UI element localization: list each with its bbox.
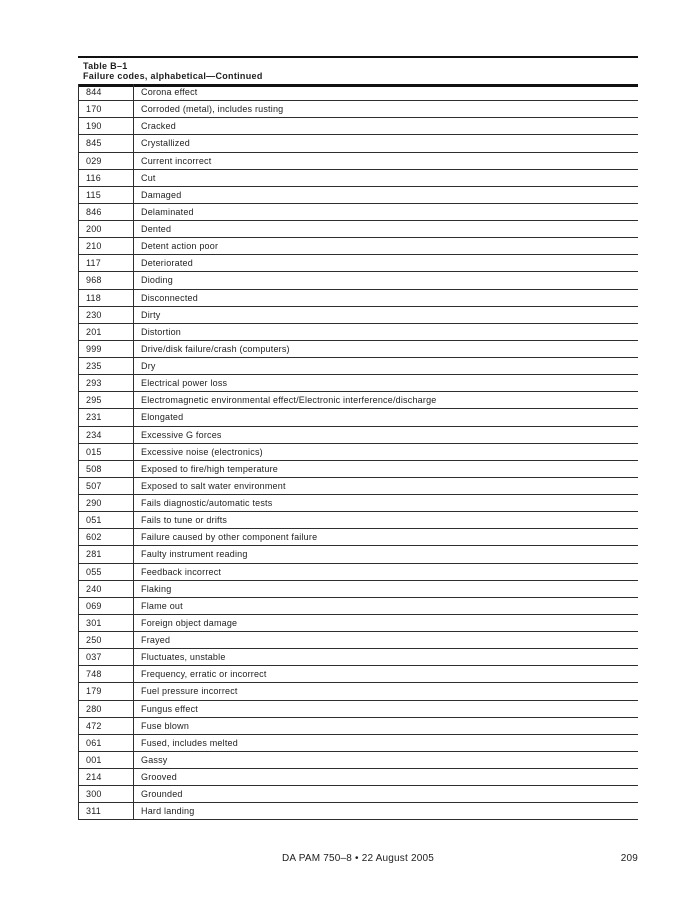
row-description: Dioding	[141, 275, 173, 286]
row-code: 301	[79, 615, 134, 631]
row-description: Fuel pressure incorrect	[141, 686, 238, 697]
row-code: 117	[79, 255, 134, 271]
table-row	[78, 615, 638, 632]
row-code: 472	[79, 718, 134, 734]
table-row	[78, 255, 638, 272]
failure-codes-table	[78, 84, 638, 820]
table-row	[78, 392, 638, 409]
row-description: Damaged	[141, 189, 182, 200]
row-description: Gassy	[141, 754, 168, 765]
table-row	[78, 427, 638, 444]
table-row	[78, 84, 638, 101]
table-row	[78, 358, 638, 375]
row-code: 968	[79, 272, 134, 288]
row-code: 845	[79, 135, 134, 151]
table-row	[78, 118, 638, 135]
table-row	[78, 153, 638, 170]
row-description: Cut	[141, 172, 156, 183]
table-row	[78, 735, 638, 752]
row-description: Cracked	[141, 121, 176, 132]
table-row	[78, 341, 638, 358]
table-row	[78, 683, 638, 700]
table-row	[78, 409, 638, 426]
row-code: 200	[79, 221, 134, 237]
row-description: Dry	[141, 361, 156, 372]
row-description: Electrical power loss	[141, 378, 228, 389]
row-description: Feedback incorrect	[141, 566, 222, 577]
row-description: Flaking	[141, 583, 172, 594]
table-row	[78, 461, 638, 478]
row-description: Drive/disk failure/crash (computers)	[141, 343, 290, 354]
row-code: 844	[79, 84, 134, 100]
row-code: 602	[79, 529, 134, 545]
row-code: 037	[79, 649, 134, 665]
row-code: 280	[79, 701, 134, 717]
row-description: Corroded (metal), includes rusting	[141, 104, 284, 115]
row-code: 311	[79, 803, 134, 819]
table-row	[78, 598, 638, 615]
row-description: Distortion	[141, 326, 182, 337]
row-code: 300	[79, 786, 134, 802]
row-code: 250	[79, 632, 134, 648]
table-row	[78, 666, 638, 683]
row-code: 029	[79, 153, 134, 169]
row-description: Foreign object damage	[141, 617, 238, 628]
row-code: 508	[79, 461, 134, 477]
row-description: Failure caused by other component failure	[141, 532, 318, 543]
row-code: 051	[79, 512, 134, 528]
table-row	[78, 187, 638, 204]
row-description: Disconnected	[141, 292, 198, 303]
row-description: Frequency, erratic or incorrect	[141, 669, 267, 680]
table-row	[78, 632, 638, 649]
row-code: 290	[79, 495, 134, 511]
row-code: 281	[79, 546, 134, 562]
table-row	[78, 546, 638, 563]
table-row	[78, 581, 638, 598]
table-row	[78, 786, 638, 803]
row-description: Excessive noise (electronics)	[141, 446, 263, 457]
row-description: Faulty instrument reading	[141, 549, 248, 560]
row-code: 170	[79, 101, 134, 117]
table-row	[78, 444, 638, 461]
footer-publication: DA PAM 750–8 • 22 August 2005	[282, 853, 434, 864]
row-code: 214	[79, 769, 134, 785]
row-code: 507	[79, 478, 134, 494]
row-code: 201	[79, 324, 134, 340]
row-description: Excessive G forces	[141, 429, 222, 440]
page-number: 209	[620, 853, 638, 864]
row-description: Fails to tune or drifts	[141, 515, 228, 526]
row-description: Fungus effect	[141, 703, 198, 714]
table-row	[78, 649, 638, 666]
table-row	[78, 718, 638, 735]
row-code: 240	[79, 581, 134, 597]
table-title-block	[78, 56, 638, 87]
table-number: Table B–1	[83, 61, 128, 71]
row-code: 235	[79, 358, 134, 374]
row-description: Fuse blown	[141, 720, 190, 731]
table-row	[78, 564, 638, 581]
table-row	[78, 272, 638, 289]
table-row	[78, 769, 638, 786]
page-footer	[78, 852, 638, 868]
row-code: 116	[79, 170, 134, 186]
row-description: Dented	[141, 224, 172, 235]
row-description: Elongated	[141, 412, 184, 423]
row-description: Fused, includes melted	[141, 737, 238, 748]
table-row	[78, 101, 638, 118]
table-row	[78, 204, 638, 221]
row-description: Grounded	[141, 789, 183, 800]
table-row	[78, 495, 638, 512]
row-description: Deteriorated	[141, 258, 193, 269]
row-description: Electromagnetic environmental effect/Electronic interference/discharge	[141, 395, 437, 406]
table-caption: Failure codes, alphabetical—Continued	[83, 71, 263, 81]
row-description: Crystallized	[141, 138, 190, 149]
row-code: 293	[79, 375, 134, 391]
table-row	[78, 478, 638, 495]
table-row	[78, 307, 638, 324]
table-row	[78, 512, 638, 529]
table-row	[78, 701, 638, 718]
row-code: 061	[79, 735, 134, 751]
row-description: Delaminated	[141, 206, 194, 217]
table-row	[78, 135, 638, 152]
row-code: 846	[79, 204, 134, 220]
row-code: 748	[79, 666, 134, 682]
row-description: Frayed	[141, 635, 171, 646]
table-row	[78, 290, 638, 307]
table-row	[78, 324, 638, 341]
row-description: Corona effect	[141, 87, 198, 98]
row-code: 118	[79, 290, 134, 306]
row-code: 231	[79, 409, 134, 425]
row-code: 230	[79, 307, 134, 323]
table-row	[78, 238, 638, 255]
row-code: 190	[79, 118, 134, 134]
table-row	[78, 752, 638, 769]
row-code: 179	[79, 683, 134, 699]
row-description: Hard landing	[141, 806, 195, 817]
row-description: Grooved	[141, 772, 177, 783]
table-row	[78, 375, 638, 392]
row-description: Fluctuates, unstable	[141, 652, 226, 663]
row-description: Dirty	[141, 309, 161, 320]
row-description: Current incorrect	[141, 155, 212, 166]
row-code: 001	[79, 752, 134, 768]
row-code: 210	[79, 238, 134, 254]
table-row	[78, 803, 638, 820]
row-description: Exposed to salt water environment	[141, 480, 286, 491]
row-code: 115	[79, 187, 134, 203]
row-code: 234	[79, 427, 134, 443]
row-description: Flame out	[141, 600, 183, 611]
row-code: 069	[79, 598, 134, 614]
row-description: Fails diagnostic/automatic tests	[141, 498, 273, 509]
table-row	[78, 221, 638, 238]
table-row	[78, 529, 638, 546]
row-code: 295	[79, 392, 134, 408]
table-row	[78, 170, 638, 187]
row-code: 999	[79, 341, 134, 357]
row-description: Exposed to fire/high temperature	[141, 463, 278, 474]
row-description: Detent action poor	[141, 241, 219, 252]
row-code: 055	[79, 564, 134, 580]
row-code: 015	[79, 444, 134, 460]
